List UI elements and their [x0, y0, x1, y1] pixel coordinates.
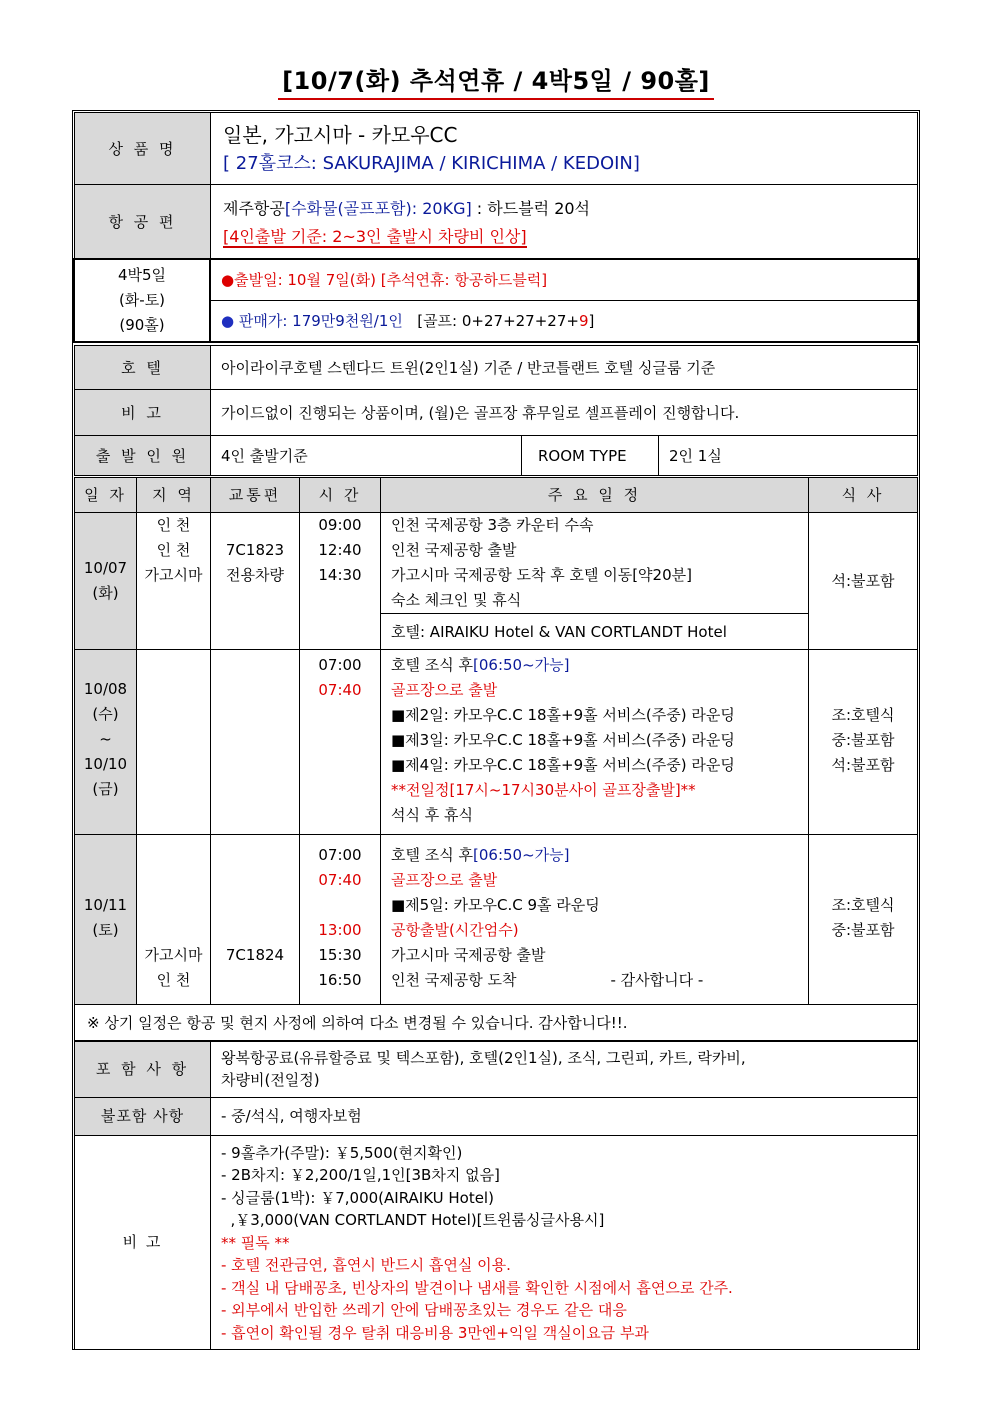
info-table [74, 345, 918, 476]
day2-item-5: ■제4일: 카모우C.C 18홀+9홀 서비스(주중) 라운딩 [391, 756, 735, 774]
flight-airline: 제주항공 [223, 198, 285, 218]
flight-line2: [4인출발 기준: 2~3인 출발시 차량비 인상] [223, 226, 527, 246]
day1-region-3: 가고시마 [144, 566, 203, 584]
schedule-table [74, 477, 918, 1041]
day2-row: 10/08 (수) ~ 10/10 (금) 07:00 07:40 호텔 조식 후[06:50~가능] 골프장으로 출발 ■제2일: 카모우C.C 18홀+9홀 서비스(주중) 라운딩 ■제3일: 카모우C.C 18홀+9홀 서비스(주중) 라운딩 ■제4일: 카모우C.C 18홀+9홀 서비스(주중) 라운딩 **전일정[17시~17시30분사이 골프장출발]** 석식 후 휴식 조:호텔식 중:불포함 석:불포함 [75, 650, 918, 835]
day3-meal-2: 중:불포함 [831, 921, 895, 939]
header-transport: 교통편 [211, 478, 300, 513]
day1-region-2: 인 천 [156, 541, 191, 559]
package-table [73, 258, 919, 343]
product-label: 상 품 명 [75, 113, 211, 185]
header-region: 지 역 [137, 478, 211, 513]
day2-item-3: ■제2일: 카모우C.C 18홀+9홀 서비스(주중) 라운딩 [391, 706, 735, 724]
remarks-red-line-3: - 외부에서 반입한 쓰레기 안에 담배꽁초있는 경우도 같은 대응 [221, 1301, 627, 1320]
day3-row: 10/11 (토) 가고시마 인 천 7C1824 07:00 07:40 13:00 15:30 16:50 호텔 조식 후[06:50~가능] 골프장으로 출발 ■제5일: 카모우C.C 9홀 라운딩 공항출발(시간엄수) 가고시마 국제공항 출발 인천 국제공항 도착 - 감사합니다 - 조:호텔식 중:불포함 [75, 835, 918, 1005]
product-table [74, 112, 918, 259]
golf-rounds-end: ] [588, 311, 595, 330]
note-value: 가이드없이 진행되는 상품이며, (월)은 골프장 휴무일로 셀프플레이 진행합니다. [211, 390, 918, 436]
day1-hotel: 호텔: AIRAIKU Hotel & VAN CORTLANDT Hotel [381, 614, 809, 650]
product-courses: [ 27홀코스: SAKURAJIMA / KIRICHIMA / KEDOIN] [223, 152, 640, 174]
day2-date-start: 10/08 [83, 680, 128, 698]
remarks-line-2: - 2B차지: ￥2,200/1일,1인[3B차지 없음] [221, 1166, 500, 1185]
product-name: 일본, 가고시마 - 카모우CC [223, 122, 458, 147]
remarks-label: 비 고 [75, 1135, 211, 1349]
package-nights: 4박5일 [117, 266, 167, 284]
day3-region-2: 인 천 [156, 971, 191, 989]
day1-time-2: 12:40 [318, 541, 362, 559]
hotel-label: 호 텔 [75, 346, 211, 390]
day2-item-4: ■제3일: 카모우C.C 18홀+9홀 서비스(주중) 라운딩 [391, 731, 735, 749]
day3-flight: 7C1824 [225, 946, 285, 964]
flight-block: : 하드블럭 20석 [471, 198, 591, 218]
day1-weekday: (화) [92, 584, 119, 602]
day1-item-3: 가고시마 국제공항 도착 후 호텔 이동[약20분] [391, 566, 692, 584]
day1-item-2: 인천 국제공항 출발 [391, 541, 517, 559]
day1-region-1: 인 천 [156, 516, 191, 534]
header-meal: 식 사 [809, 478, 918, 513]
day3-item-3: ■제5일: 카모우C.C 9홀 라운딩 [391, 896, 600, 914]
flight-line1 [223, 194, 917, 224]
day1-time-1: 09:00 [318, 516, 362, 534]
day2-item-2: 골프장으로 출발 [391, 681, 498, 699]
page-title: [10/7(화) 추석연휴 / 4박5일 / 90홀] [0, 66, 992, 100]
day1-row [75, 513, 918, 614]
room-type-value: 2인 1실 [659, 436, 918, 476]
schedule-header [75, 478, 918, 513]
excluded-value: - 중/석식, 여행자보험 [211, 1097, 918, 1135]
included-line-1: 왕복항공료(유류할증료 및 텍스포함), 호텔(2인1실), 조식, 그린피, 카트, 락카비, [221, 1049, 746, 1068]
day2-date-end: 10/10 [83, 755, 128, 773]
package-holes: (90홀) [119, 316, 165, 334]
remarks-red-line-1: - 호텔 전관금연, 흡연시 반드시 흡연실 이용. [221, 1256, 511, 1275]
sale-price: 판매가: 179만9천원/1인 [238, 311, 403, 330]
room-type-label: ROOM TYPE [522, 436, 659, 476]
day3-time-2: 07:40 [318, 871, 362, 889]
day1-item-1: 인천 국제공항 3층 카운터 수속 [391, 516, 594, 534]
golf-rounds: [골프: 0+27+27+27+ [417, 311, 579, 330]
day3-time-3: 13:00 [318, 921, 362, 939]
departure-bullet-icon: ● [221, 270, 235, 289]
day2-meal-3: 석:불포함 [831, 756, 895, 774]
day3-item-4: 공항출발(시간엄수) [391, 921, 519, 939]
day1-time-3: 14:30 [318, 566, 362, 584]
remarks-line-3: - 싱글룸(1박): ￥7,000(AIRAIKU Hotel) [221, 1188, 494, 1207]
departure-date: 출발일: 10월 7일(화) [추석연휴: 항공하드블럭] [234, 270, 548, 289]
included-label: 포 함 사 항 [75, 1041, 211, 1097]
day1-flight: 7C1823 [225, 541, 285, 559]
schedule-notice: ※ 상기 일정은 항공 및 현지 사정에 의하여 다소 변경될 수 있습니다. 감사합니다!!. [75, 1005, 918, 1041]
day3-time-1: 07:00 [318, 846, 362, 864]
terms-table [74, 1040, 918, 1350]
remarks-line-1: - 9홀추가(주말): ￥5,500(현지확인) [221, 1143, 463, 1162]
day1-vehicle: 전용차량 [226, 566, 284, 584]
included-line-2: 차량비(전일정) [221, 1071, 320, 1090]
day3-time-4: 15:30 [318, 946, 362, 964]
remarks-must-read: ** 필독 ** [221, 1233, 290, 1252]
remarks-line-4: ,￥3,000(VAN CORTLANDT Hotel)[트윈룸싱글사용시] [221, 1211, 605, 1230]
day3-time-5: 16:50 [318, 971, 362, 989]
day3-item-6: 인천 국제공항 도착 - 감사합니다 - [391, 971, 704, 989]
day2-meal-1: 조:호텔식 [831, 706, 895, 724]
day1-date: 10/07 [83, 559, 128, 577]
header-date: 일 자 [75, 478, 137, 513]
day2-time-1: 07:00 [318, 656, 362, 674]
excluded-label: 불포함 사항 [75, 1097, 211, 1135]
day2-meal-2: 중:불포함 [831, 731, 895, 749]
thanks-text: - 감사합니다 - [610, 971, 704, 989]
remarks-red-line-2: - 객실 내 담배꽁초, 빈상자의 발견이나 냄새를 확인한 시점에서 흡연으로 간주. [221, 1278, 733, 1297]
hotel-value: 아이라이쿠호텔 스텐다드 트윈(2인1실) 기준 / 반코틀랜트 호텔 싱글룸 기준 [211, 346, 918, 390]
day3-date: 10/11 [83, 896, 128, 914]
day3-item-1: 호텔 조식 후[06:50~가능] [391, 846, 570, 864]
day3-meal-1: 조:호텔식 [831, 896, 895, 914]
note-label: 비 고 [75, 390, 211, 436]
remarks-red-line-4: - 흡연이 확인될 경우 탈취 대응비용 3만엔+익일 객실이요금 부과 [221, 1323, 649, 1342]
flight-label: 항 공 편 [75, 185, 211, 259]
day3-region-1: 가고시마 [144, 946, 203, 964]
day2-item-6: **전일정[17시~17시30분사이 골프장출발]** [391, 781, 696, 799]
header-itinerary: 주 요 일 정 [381, 478, 809, 513]
day1-item-4: 숙소 체크인 및 휴식 [391, 591, 522, 609]
day3-item-5: 가고시마 국제공항 출발 [391, 946, 546, 964]
price-bullet-icon: ● [221, 311, 235, 330]
day2-time-2: 07:40 [318, 681, 362, 699]
header-time: 시 간 [300, 478, 381, 513]
people-label: 출 발 인 원 [75, 436, 211, 476]
day3-item-2: 골프장으로 출발 [391, 871, 498, 889]
day2-item-7: 석식 후 휴식 [391, 806, 473, 824]
day1-meal: 석:불포함 [809, 513, 918, 650]
golf-rounds-last: 9 [578, 311, 589, 330]
flight-baggage: [수화물(골프포함): 20KG] [284, 198, 472, 218]
people-value: 4인 출발기준 [211, 436, 522, 476]
package-days: (화-토) [118, 291, 166, 309]
day2-item-1: 호텔 조식 후[06:50~가능] [391, 656, 570, 674]
